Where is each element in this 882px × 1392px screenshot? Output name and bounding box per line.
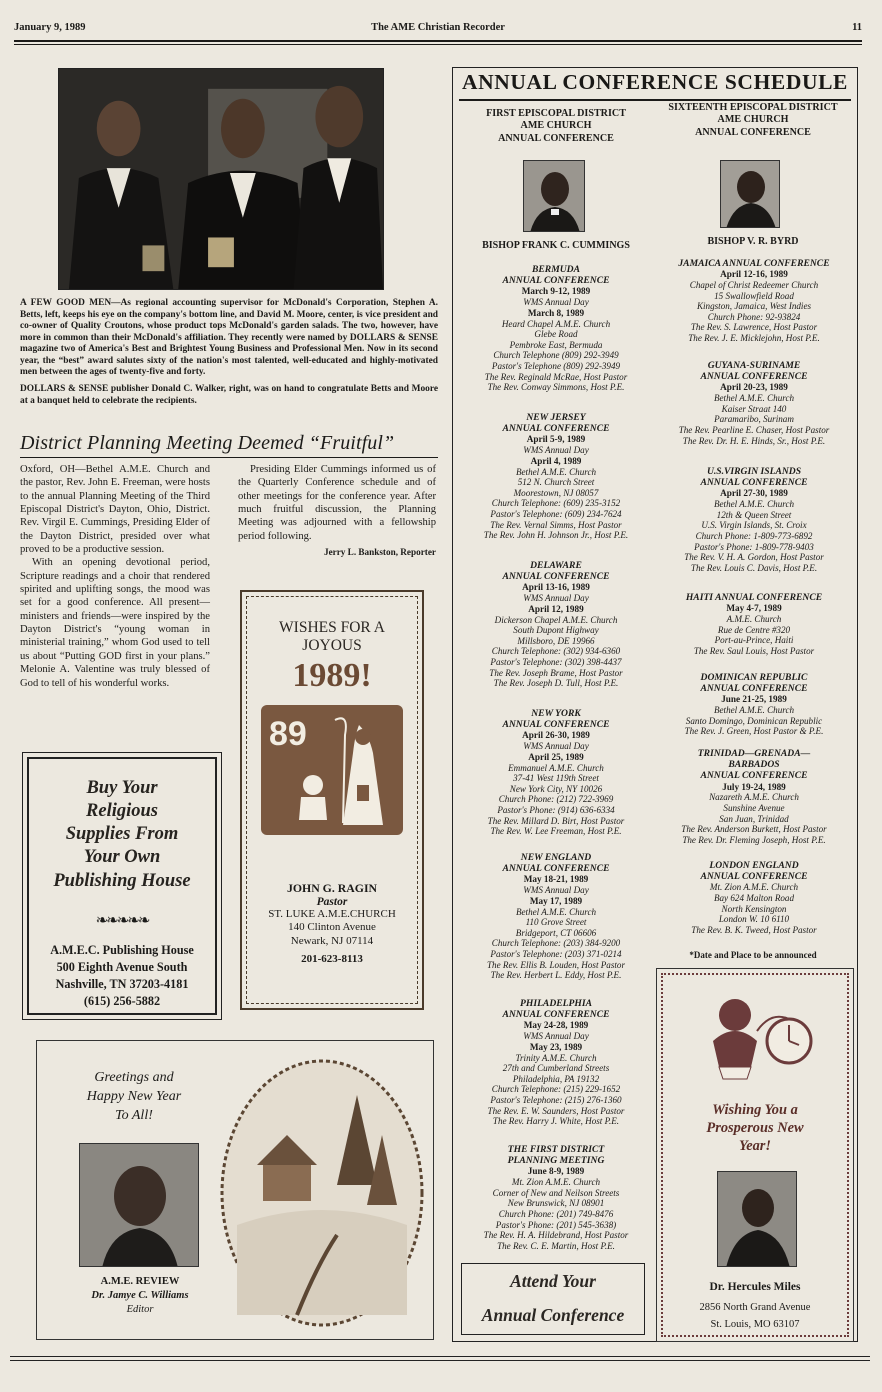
conference-detail: Pastor's Telephone: (302) 398-4437 xyxy=(490,657,622,668)
conference-detail: Church Phone: 92-93824 xyxy=(707,311,801,322)
conference-detail: Glebe Road xyxy=(534,329,578,340)
conference-detail: North Kensington xyxy=(721,903,787,914)
conference-detail: The Rev. C. E. Martin, Host P.E. xyxy=(497,1240,615,1251)
conference-detail: Emmanuel A.M.E. Church xyxy=(508,762,604,773)
church-phone: 201-623-8113 xyxy=(301,952,363,965)
conference-detail: The Rev. Ellis B. Louden, Host Pastor xyxy=(487,959,625,970)
conference-detail: The Rev. Conway Simmons, Host P.E. xyxy=(487,382,625,393)
conference-entry xyxy=(655,592,853,656)
ad-line: Publishing House xyxy=(53,870,191,891)
conference-detail: Mt. Zion A.M.E. Church xyxy=(709,882,799,893)
conference-date: June 21-25, 1989 xyxy=(721,694,787,705)
miles-portrait xyxy=(717,1171,797,1267)
conference-detail: The Rev. Harry J. White, Host P.E. xyxy=(492,1116,620,1127)
wish-year: 1989! xyxy=(292,656,372,694)
conference-entry xyxy=(655,360,853,446)
conference-name: ANNUAL CONFERENCE xyxy=(502,1009,610,1021)
conference-date: April 20-23, 1989 xyxy=(720,382,788,393)
district-head-line: ANNUAL CONFERENCE xyxy=(695,126,811,138)
conference-detail: 110 Grove Street xyxy=(525,917,587,928)
ame-review-ad xyxy=(36,1040,434,1340)
conference-detail: Pastor's Telephone: (203) 371-0214 xyxy=(490,949,622,960)
conference-detail: Mt. Zion A.M.E. Church xyxy=(511,1177,601,1188)
church-street: 140 Clinton Avenue xyxy=(288,921,376,934)
attend-line: Annual Conference xyxy=(481,1305,625,1326)
conference-detail: The Rev. Dr. Fleming Joseph, Host P.E. xyxy=(682,834,826,845)
conference-detail: Heard Chapel A.M.E. Church xyxy=(501,318,611,329)
conference-date: April 27-30, 1989 xyxy=(720,488,788,499)
conference-detail: Church Telephone: (215) 229-1652 xyxy=(491,1084,621,1095)
conference-name: ANNUAL CONFERENCE xyxy=(700,871,808,883)
caption-paragraph: A FEW GOOD MEN—As regional accounting supervisor for McDonald's Corporation, Stephen A. Betts, left, keeps his eye on the company's bottom line, and David M. Moore, center, is vice president and co-owner of Quality Croutons, whose product tops McDonald's garden salads. The two, however, have more in common than their McDonald's affiliation. They recently were named by DOLLARS & SENSE magazine two of America's Best and Brightest Young Business and Professional Men. Now in its second year, the “best” award salutes sixty of the nation's most talented, well-educated and highly-motivated men between the ages of twenty-five and forty. xyxy=(20,298,438,378)
ad-line: Your Own xyxy=(83,847,161,868)
conference-name: BERMUDA xyxy=(532,264,580,275)
conference-entry xyxy=(457,998,655,1127)
conference-detail: 27th and Cumberland Streets xyxy=(502,1063,610,1074)
greeting-line: Greetings and xyxy=(94,1070,174,1085)
ad-line: Buy Your xyxy=(86,778,158,798)
conference-detail: Church Phone: (201) 749-8476 xyxy=(498,1209,614,1220)
address-line: 2856 North Grand Avenue xyxy=(699,1302,811,1313)
baby-clock-illustration xyxy=(699,981,819,1091)
bishop-byrd-name: BISHOP V. R. BYRD xyxy=(707,236,799,247)
conference-date: May 17, 1989 xyxy=(529,895,583,906)
conference-name: ANNUAL CONFERENCE xyxy=(502,423,610,435)
header-rule xyxy=(14,40,862,42)
reporter-byline: Jerry L. Bankston, Reporter xyxy=(323,547,436,558)
conference-detail: Sunshine Avenue xyxy=(723,803,785,814)
conference-name: LONDON ENGLAND xyxy=(709,860,799,871)
conference-name: PHILADELPHIA xyxy=(520,998,592,1009)
conference-detail: Pastor's Phone: 1-809-778-9403 xyxy=(694,541,814,552)
ad-address: Nashville, TN 37203-4181 xyxy=(55,976,189,991)
conference-name: ANNUAL CONFERENCE xyxy=(700,770,808,782)
conference-detail: San Juan, Trinidad xyxy=(719,813,789,824)
conference-date: April 4, 1989 xyxy=(530,455,582,466)
title-rule xyxy=(459,99,851,101)
conference-detail: The Rev. J. E. Micklejohn, Host P.E. xyxy=(688,333,820,344)
conference-detail: The Rev. S. Lawrence, Host Pastor xyxy=(690,322,818,333)
paper-name: The AME Christian Recorder xyxy=(371,22,505,33)
editor-portrait xyxy=(79,1143,199,1267)
conference-detail: New York City, NY 10026 xyxy=(509,783,603,794)
pastor-name: JOHN G. RAGIN xyxy=(286,880,378,895)
conference-detail: New Brunswick, NJ 08901 xyxy=(507,1198,605,1209)
greeting-line: To All! xyxy=(115,1107,153,1123)
conference-detail: 12th & Queen Street xyxy=(716,509,792,520)
editor-role: Editor xyxy=(126,1304,154,1315)
winter-scene-illustration xyxy=(217,1055,427,1331)
wish-line: Wishing You a xyxy=(712,1102,798,1118)
conference-date: March 9-12, 1989 xyxy=(521,286,591,297)
conference-detail: 512 N. Church Street xyxy=(517,477,595,488)
conference-date: July 19-24, 1989 xyxy=(722,781,786,792)
conference-name: ANNUAL CONFERENCE xyxy=(502,719,610,731)
greeting-line: Happy New Year xyxy=(86,1088,182,1104)
conference-detail: Bethel A.M.E. Church xyxy=(713,393,795,404)
editor-name: Dr. Jamye C. Williams xyxy=(91,1290,189,1301)
article-column-1 xyxy=(20,463,210,690)
conference-date: May 23, 1989 xyxy=(529,1041,583,1052)
conference-detail: Pastor's Telephone: (609) 234-7624 xyxy=(490,509,622,520)
conference-detail: The Rev. John H. Johnson Jr., Host P.E. xyxy=(483,530,629,541)
conference-detail: Chapel of Christ Redeemer Church xyxy=(689,279,819,290)
article-headline: District Planning Meeting Deemed “Fruitful” xyxy=(20,432,395,454)
conference-detail: The Rev. B. K. Tweed, Host Pastor xyxy=(691,924,817,935)
issue-date: January 9, 1989 xyxy=(14,22,86,33)
conference-name: U.S.VIRGIN ISLANDS xyxy=(706,466,802,477)
article-paragraph: Presiding Elder Cummings informed us of the Quarterly Conference schedule and of other meetings for the conference year. After much fruitful discussion, the Planning Meeting was adjourned with a fellowship period following. xyxy=(238,464,436,542)
conference-date: April 5-9, 1989 xyxy=(526,434,586,445)
district-head-line: ANNUAL CONFERENCE xyxy=(498,132,614,144)
conference-detail: Port-au-Prince, Haiti xyxy=(714,635,794,646)
new-year-illustration xyxy=(261,705,403,835)
miles-address xyxy=(663,1300,847,1334)
conference-name: HAITI ANNUAL CONFERENCE xyxy=(685,592,823,603)
conference-detail: Bay 624 Malton Road xyxy=(713,893,795,904)
conference-detail: The Rev. Millard D. Birt, Host Pastor xyxy=(487,815,625,826)
conference-name: NEW JERSEY xyxy=(526,412,586,423)
conference-detail: The Rev. H. A. Hildebrand, Host Pastor xyxy=(483,1230,629,1241)
schedule-footnote: *Date and Place to be announced xyxy=(689,950,817,960)
conference-detail: The Rev. E. W. Saunders, Host Pastor xyxy=(487,1105,625,1116)
conference-name: NEW YORK xyxy=(531,708,581,719)
conference-detail: 37-41 West 119th Street xyxy=(513,773,599,784)
wish-line: WISHES FOR A xyxy=(279,619,385,636)
address-line: St. Louis, MO 63107 xyxy=(710,1318,800,1330)
conference-entry xyxy=(457,560,655,689)
conference-detail: Church Phone: (212) 722-3969 xyxy=(498,794,614,805)
bishop-cummings-name: BISHOP FRANK C. CUMMINGS xyxy=(482,240,630,251)
ad-phone: (615) 256-5882 xyxy=(83,993,161,1008)
ornament-icon: ❧❧❧❧❧ xyxy=(95,912,149,929)
wish-line: Prosperous New xyxy=(706,1120,804,1136)
conference-detail: Pastor's Phone: (201) 545-3638) xyxy=(495,1219,617,1230)
conference-detail: South Dupont Highway xyxy=(513,625,599,636)
conference-detail: Kaiser Straat 140 xyxy=(721,403,787,414)
conference-name: DOMINICAN REPUBLIC xyxy=(700,672,808,683)
miles-greeting-ad xyxy=(656,968,854,1342)
conference-detail: Bethel A.M.E. Church xyxy=(515,466,597,477)
conference-detail: U.S. Virgin Islands, St. Croix xyxy=(701,520,807,531)
conference-detail: Pembroke East, Bermuda xyxy=(509,339,603,350)
conference-detail: The Rev. J. Green, Host Pastor & P.E. xyxy=(684,726,824,737)
wish-text xyxy=(663,1101,847,1155)
wms-day: WMS Annual Day xyxy=(523,593,589,604)
district-head-line: FIRST EPISCOPAL DISTRICT xyxy=(486,108,626,119)
conference-detail: 15 Swallowfield Road xyxy=(714,290,794,301)
conference-name: ANNUAL CONFERENCE xyxy=(502,863,610,875)
conference-entry xyxy=(457,264,655,393)
wms-day: WMS Annual Day xyxy=(523,1031,589,1042)
header-rule-thin xyxy=(14,44,862,45)
conference-date: April 12-16, 1989 xyxy=(720,269,788,280)
conference-detail: Millsboro, DE 19966 xyxy=(517,635,595,646)
conference-detail: Church Telephone: (609) 235-3152 xyxy=(491,498,621,509)
conference-detail: Paramaribo, Surinam xyxy=(714,414,794,425)
publishing-house-ad xyxy=(22,752,222,1020)
conference-detail: Rue de Centre #320 xyxy=(717,624,791,635)
conference-detail: Kingston, Jamaica, West Indies xyxy=(696,301,812,312)
conference-detail: Dickerson Chapel A.M.E. Church xyxy=(494,614,618,625)
conference-name: THE FIRST DISTRICT xyxy=(507,1144,605,1155)
conference-entry xyxy=(655,748,853,846)
conference-name: NEW ENGLAND xyxy=(520,852,592,863)
conference-date: June 8-9, 1989 xyxy=(527,1166,585,1177)
district-head-line: AME CHURCH xyxy=(717,114,789,126)
ragin-greeting-ad xyxy=(240,590,424,1010)
conference-date: March 8, 1989 xyxy=(527,307,585,318)
conference-date: May 4-7, 1989 xyxy=(726,603,782,614)
conference-detail: Bethel A.M.E. Church xyxy=(713,499,795,510)
attend-banner xyxy=(461,1263,645,1335)
conference-entry xyxy=(457,1144,655,1252)
conference-detail: The Rev. Louis C. Davis, Host P.E. xyxy=(690,562,818,573)
district-head-line: AME CHURCH xyxy=(520,120,592,132)
conference-date: April 12, 1989 xyxy=(528,603,584,614)
conference-name: TRINIDAD—GRENADA— xyxy=(697,748,811,759)
conference-date: May 18-21, 1989 xyxy=(523,874,589,885)
wms-day: WMS Annual Day xyxy=(523,885,589,896)
article-paragraph: With an opening devotional period, Scripture readings and a choir that rendered spirited and uplifting songs, the mood was set for a good conference. All present—ministers and friends—were inspired by the Dayton District's “young woman in ministerial training,” whom God used to tell us about “Putting GOD first in your plans.” Melonie A. Valentine was truly blessed of God to tell of his wonderful works. xyxy=(20,557,210,689)
conference-detail: The Rev. Herbert L. Eddy, Host P.E. xyxy=(490,970,622,981)
page-header xyxy=(14,22,862,38)
conference-name: ANNUAL CONFERENCE xyxy=(700,683,808,695)
wms-day: WMS Annual Day xyxy=(523,741,589,752)
miles-name: Dr. Hercules Miles xyxy=(709,1281,801,1293)
pastor-title: Pastor xyxy=(316,895,348,908)
conference-detail: London W. 10 6110 xyxy=(718,914,790,925)
conference-entry xyxy=(457,852,655,981)
conference-date: May 24-28, 1989 xyxy=(523,1020,589,1031)
badge-89: 89 xyxy=(269,714,307,753)
page-number: 11 xyxy=(852,22,862,33)
conference-detail: The Rev. V. H. A. Gordon, Host Pastor xyxy=(684,552,824,563)
conference-detail: Pastor's Phone: (914) 636-6334 xyxy=(497,805,615,816)
conference-name: ANNUAL CONFERENCE xyxy=(700,477,808,489)
conference-detail: Santo Domingo, Dominican Republic xyxy=(685,715,823,726)
district-16-header xyxy=(655,102,851,139)
schedule-title: ANNUAL CONFERENCE SCHEDULE xyxy=(462,70,848,94)
wish-line: JOYOUS xyxy=(302,636,362,654)
wms-day: WMS Annual Day xyxy=(523,297,589,308)
conference-detail: The Rev. Saul Louis, Host Pastor xyxy=(693,645,815,656)
article-paragraph: Oxford, OH—Bethel A.M.E. Church and the pastor, Rev. John E. Freeman, were hosts to the annual Planning Meeting of the Third Episcopal District's Dayton, Ohio, District. Rev. Virgil E. Cummings, Presiding Elder of the Dayton District, presided over what proved to be a productive session. xyxy=(20,464,210,556)
conference-entry xyxy=(457,412,655,541)
conference-date: April 13-16, 1989 xyxy=(522,582,590,593)
conference-detail: Church Phone: 1-809-773-6892 xyxy=(695,531,813,542)
district-1-header xyxy=(459,108,653,145)
conference-detail: The Rev. W. Lee Freeman, Host P.E. xyxy=(490,826,622,837)
ad-address: A.M.E.C. Publishing House xyxy=(50,942,194,957)
conference-detail: The Rev. Dr. H. E. Hinds, Sr., Host P.E. xyxy=(682,435,826,446)
conference-detail: The Rev. Pearline E. Chaser, Host Pastor xyxy=(678,425,830,436)
conference-detail: The Rev. Joseph D. Tull, Host P.E. xyxy=(493,678,619,689)
attend-line: Attend Your xyxy=(510,1271,596,1291)
conference-name: JAMAICA ANNUAL CONFERENCE xyxy=(678,258,830,269)
conference-detail: Bethel A.M.E. Church xyxy=(515,906,597,917)
headline-rule xyxy=(20,457,438,458)
wish-line: Year! xyxy=(739,1138,771,1154)
news-photo xyxy=(58,68,384,290)
conference-name: ANNUAL CONFERENCE xyxy=(502,571,610,583)
conference-detail: Trinity A.M.E. Church xyxy=(515,1052,597,1063)
bishop-byrd-portrait xyxy=(720,160,780,228)
article-column-2 xyxy=(238,463,436,559)
conference-entry xyxy=(655,258,853,344)
conference-detail: Nazareth A.M.E. Church xyxy=(709,792,799,803)
conference-entry xyxy=(655,672,853,737)
church-name: ST. LUKE A.M.E.CHURCH xyxy=(268,907,396,920)
conference-detail: Pastor's Telephone: (215) 276-1360 xyxy=(490,1095,622,1106)
bishop-cummings-portrait xyxy=(523,160,585,232)
district-head-line: SIXTEENTH EPISCOPAL DISTRICT xyxy=(668,102,838,113)
conference-detail: Bridgeport, CT 06606 xyxy=(515,927,597,938)
conference-detail: Moorestown, NJ 08057 xyxy=(513,487,599,498)
conference-name: PLANNING MEETING xyxy=(507,1155,605,1167)
conference-detail: The Rev. Joseph Brame, Host Pastor xyxy=(489,667,623,678)
conference-detail: Pastor's Telephone (809) 292-3949 xyxy=(491,361,621,372)
conference-date: April 25, 1989 xyxy=(528,751,584,762)
conference-entry xyxy=(655,466,853,574)
ad-line: Supplies From xyxy=(65,824,179,845)
ad-address: 500 Eighth Avenue South xyxy=(56,959,188,974)
conference-detail: Church Telephone: (203) 384-9200 xyxy=(491,938,621,949)
conference-name: BARBADOS xyxy=(728,759,780,771)
photo-caption xyxy=(20,298,438,412)
footer-rule xyxy=(10,1356,870,1361)
conference-name: GUYANA-SURINAME xyxy=(707,360,801,371)
conference-name: DELAWARE xyxy=(530,560,582,571)
ad-line: Religious xyxy=(86,801,158,822)
conference-detail: Church Telephone (809) 292-3949 xyxy=(493,350,619,361)
church-city: Newark, NJ 07114 xyxy=(290,935,374,948)
conference-name: ANNUAL CONFERENCE xyxy=(700,371,808,383)
greeting-text xyxy=(65,1069,203,1126)
conference-detail: Corner of New and Neilson Streets xyxy=(492,1187,620,1198)
conference-detail: Philadelphia, PA 19132 xyxy=(512,1073,600,1084)
conference-date: April 26-30, 1989 xyxy=(522,730,590,741)
conference-entry xyxy=(655,860,853,936)
conference-detail: The Rev. Reginald McRae, Host Pastor xyxy=(484,371,628,382)
conference-detail: The Rev. Anderson Burkett, Host Pastor xyxy=(681,824,827,835)
conference-detail: Bethel A.M.E. Church xyxy=(713,705,795,716)
conference-name: ANNUAL CONFERENCE xyxy=(502,275,610,287)
conference-entry xyxy=(457,708,655,837)
conference-detail: Church Telephone: (302) 934-6360 xyxy=(491,646,621,657)
caption-paragraph: DOLLARS & SENSE publisher Donald C. Walker, right, was on hand to congratulate Betts and Moore at a banquet held to celebrate the recipients. xyxy=(20,383,438,406)
wms-day: WMS Annual Day xyxy=(523,445,589,456)
review-org: A.M.E. REVIEW xyxy=(100,1276,180,1287)
conference-detail: The Rev. Vernal Simms, Host Pastor xyxy=(490,519,622,530)
conference-detail: A.M.E. Church xyxy=(726,613,782,624)
